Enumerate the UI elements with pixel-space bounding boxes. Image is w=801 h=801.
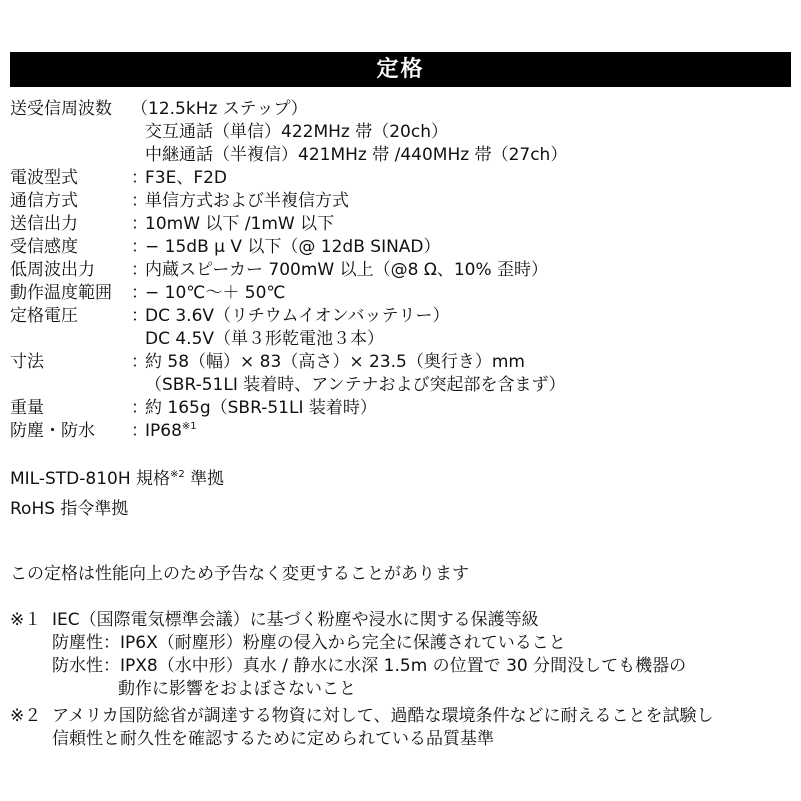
footnote-1-dustproof: 防塵性：IP6X（耐塵形）粉塵の侵入から完全に保護されていること [52,633,566,653]
mil-suffix: 準拠 [184,469,225,489]
spec-label: 送受信周波数 [10,99,112,119]
ip-rating: IP68 [145,421,182,441]
spec-separator: ： [131,214,148,234]
footnote-1-mark: ※１ [10,610,42,630]
spec-row-tx-power [10,213,791,236]
spec-value: 単信方式および半複信方式 [145,191,349,211]
spec-row-emission [10,167,791,190]
spec-label: 防塵・防水 [10,421,95,441]
spec-label: 寸法 [10,352,44,372]
footnote-2-text-cont: 信頼性と耐久性を確認するために定められている品質基準 [52,729,494,749]
spec-row-frequency-simplex [10,121,791,144]
spec-separator: ： [131,421,148,441]
spec-label: 電波型式 [10,168,78,188]
spec-value: 約 58（幅）× 83（高さ）× 23.5（奥行き）mm [145,352,525,372]
footnote-2-text: アメリカ国防総省が調達する物資に対して、過酷な環境条件などに耐えることを試験し [52,706,714,726]
change-notice: この定格は性能向上のため予告なく変更することがあります [10,564,469,584]
spec-label: 重量 [10,398,44,418]
spec-row-weight [10,397,791,420]
spec-label: 低周波出力 [10,260,95,280]
spec-value: （SBR-51LI 装着時、アンテナおよび突起部を含まず） [145,375,566,395]
spec-separator: ： [131,168,148,188]
frequency-duplex: 中継通話（半複信）421MHz 帯 /440MHz 帯（27ch） [145,145,568,165]
spec-label: 送信出力 [10,214,78,234]
frequency-simplex: 交互通話（単信）422MHz 帯（20ch） [145,122,448,142]
spec-separator: ： [131,237,148,257]
spec-value: 内蔵スピーカー 700mW 以上（@8 Ω、10% 歪時） [145,260,549,280]
spec-separator: ： [131,352,148,372]
spec-row-audio-output [10,259,791,282]
spec-row-comm-mode [10,190,791,213]
spec-label: 受信感度 [10,237,78,257]
spec-list [10,98,791,443]
spec-row-operating-temp [10,282,791,305]
rohs-line: RoHS 指令準拠 [10,499,129,519]
spec-value: 約 165g（SBR-51LI 装着時） [145,398,377,418]
spec-value [145,420,197,443]
spec-separator: ： [131,283,148,303]
mil-standard-line [10,468,224,491]
spec-row-dimensions-note [10,374,791,397]
spec-value: DC 3.6V（リチウムイオンバッテリー） [145,306,450,326]
spec-separator: ： [131,260,148,280]
frequency-step-note: （12.5kHz ステップ） [131,99,308,119]
spec-value: − 15dB μ V 以下（@ 12dB SINAD） [145,237,441,257]
spec-label: 定格電圧 [10,306,78,326]
footnote-ref-1: ※1 [181,421,197,432]
footnote-1-text: IEC（国際電気標準会議）に基づく粉塵や浸水に関する保護等級 [52,610,539,630]
section-title: 定格 [376,56,425,82]
footnote-2-mark: ※２ [10,706,42,726]
spec-label: 通信方式 [10,191,78,211]
spec-value: DC 4.5V（単３形乾電池３本） [145,329,385,349]
spec-label: 動作温度範囲 [10,283,112,303]
footnote-1-waterproof-cont: 動作に影響をおよぼさないこと [118,679,356,699]
spec-row-voltage-alt [10,328,791,351]
spec-row-dimensions [10,351,791,374]
footnote-ref-2: ※2 [170,469,185,480]
section-title-bar [10,52,791,87]
spec-separator: ： [131,191,148,211]
spec-row-frequency-duplex [10,144,791,167]
footnote-1-waterproof: 防水性：IPX8（水中形）真水 / 静水に水深 1.5m の位置で 30 分間没しても機器の [52,656,687,676]
spec-row-waterproof [10,420,791,443]
spec-separator: ： [131,398,148,418]
spec-separator: ： [131,306,148,326]
mil-standard: MIL-STD-810H 規格 [10,469,171,489]
spec-value: F3E、F2D [145,168,228,188]
spec-value: 10mW 以下 /1mW 以下 [145,214,335,234]
spec-value: − 10℃〜＋ 50℃ [145,283,286,303]
spec-row-voltage [10,305,791,328]
spec-row-frequency [10,98,791,121]
spec-row-rx-sensitivity [10,236,791,259]
